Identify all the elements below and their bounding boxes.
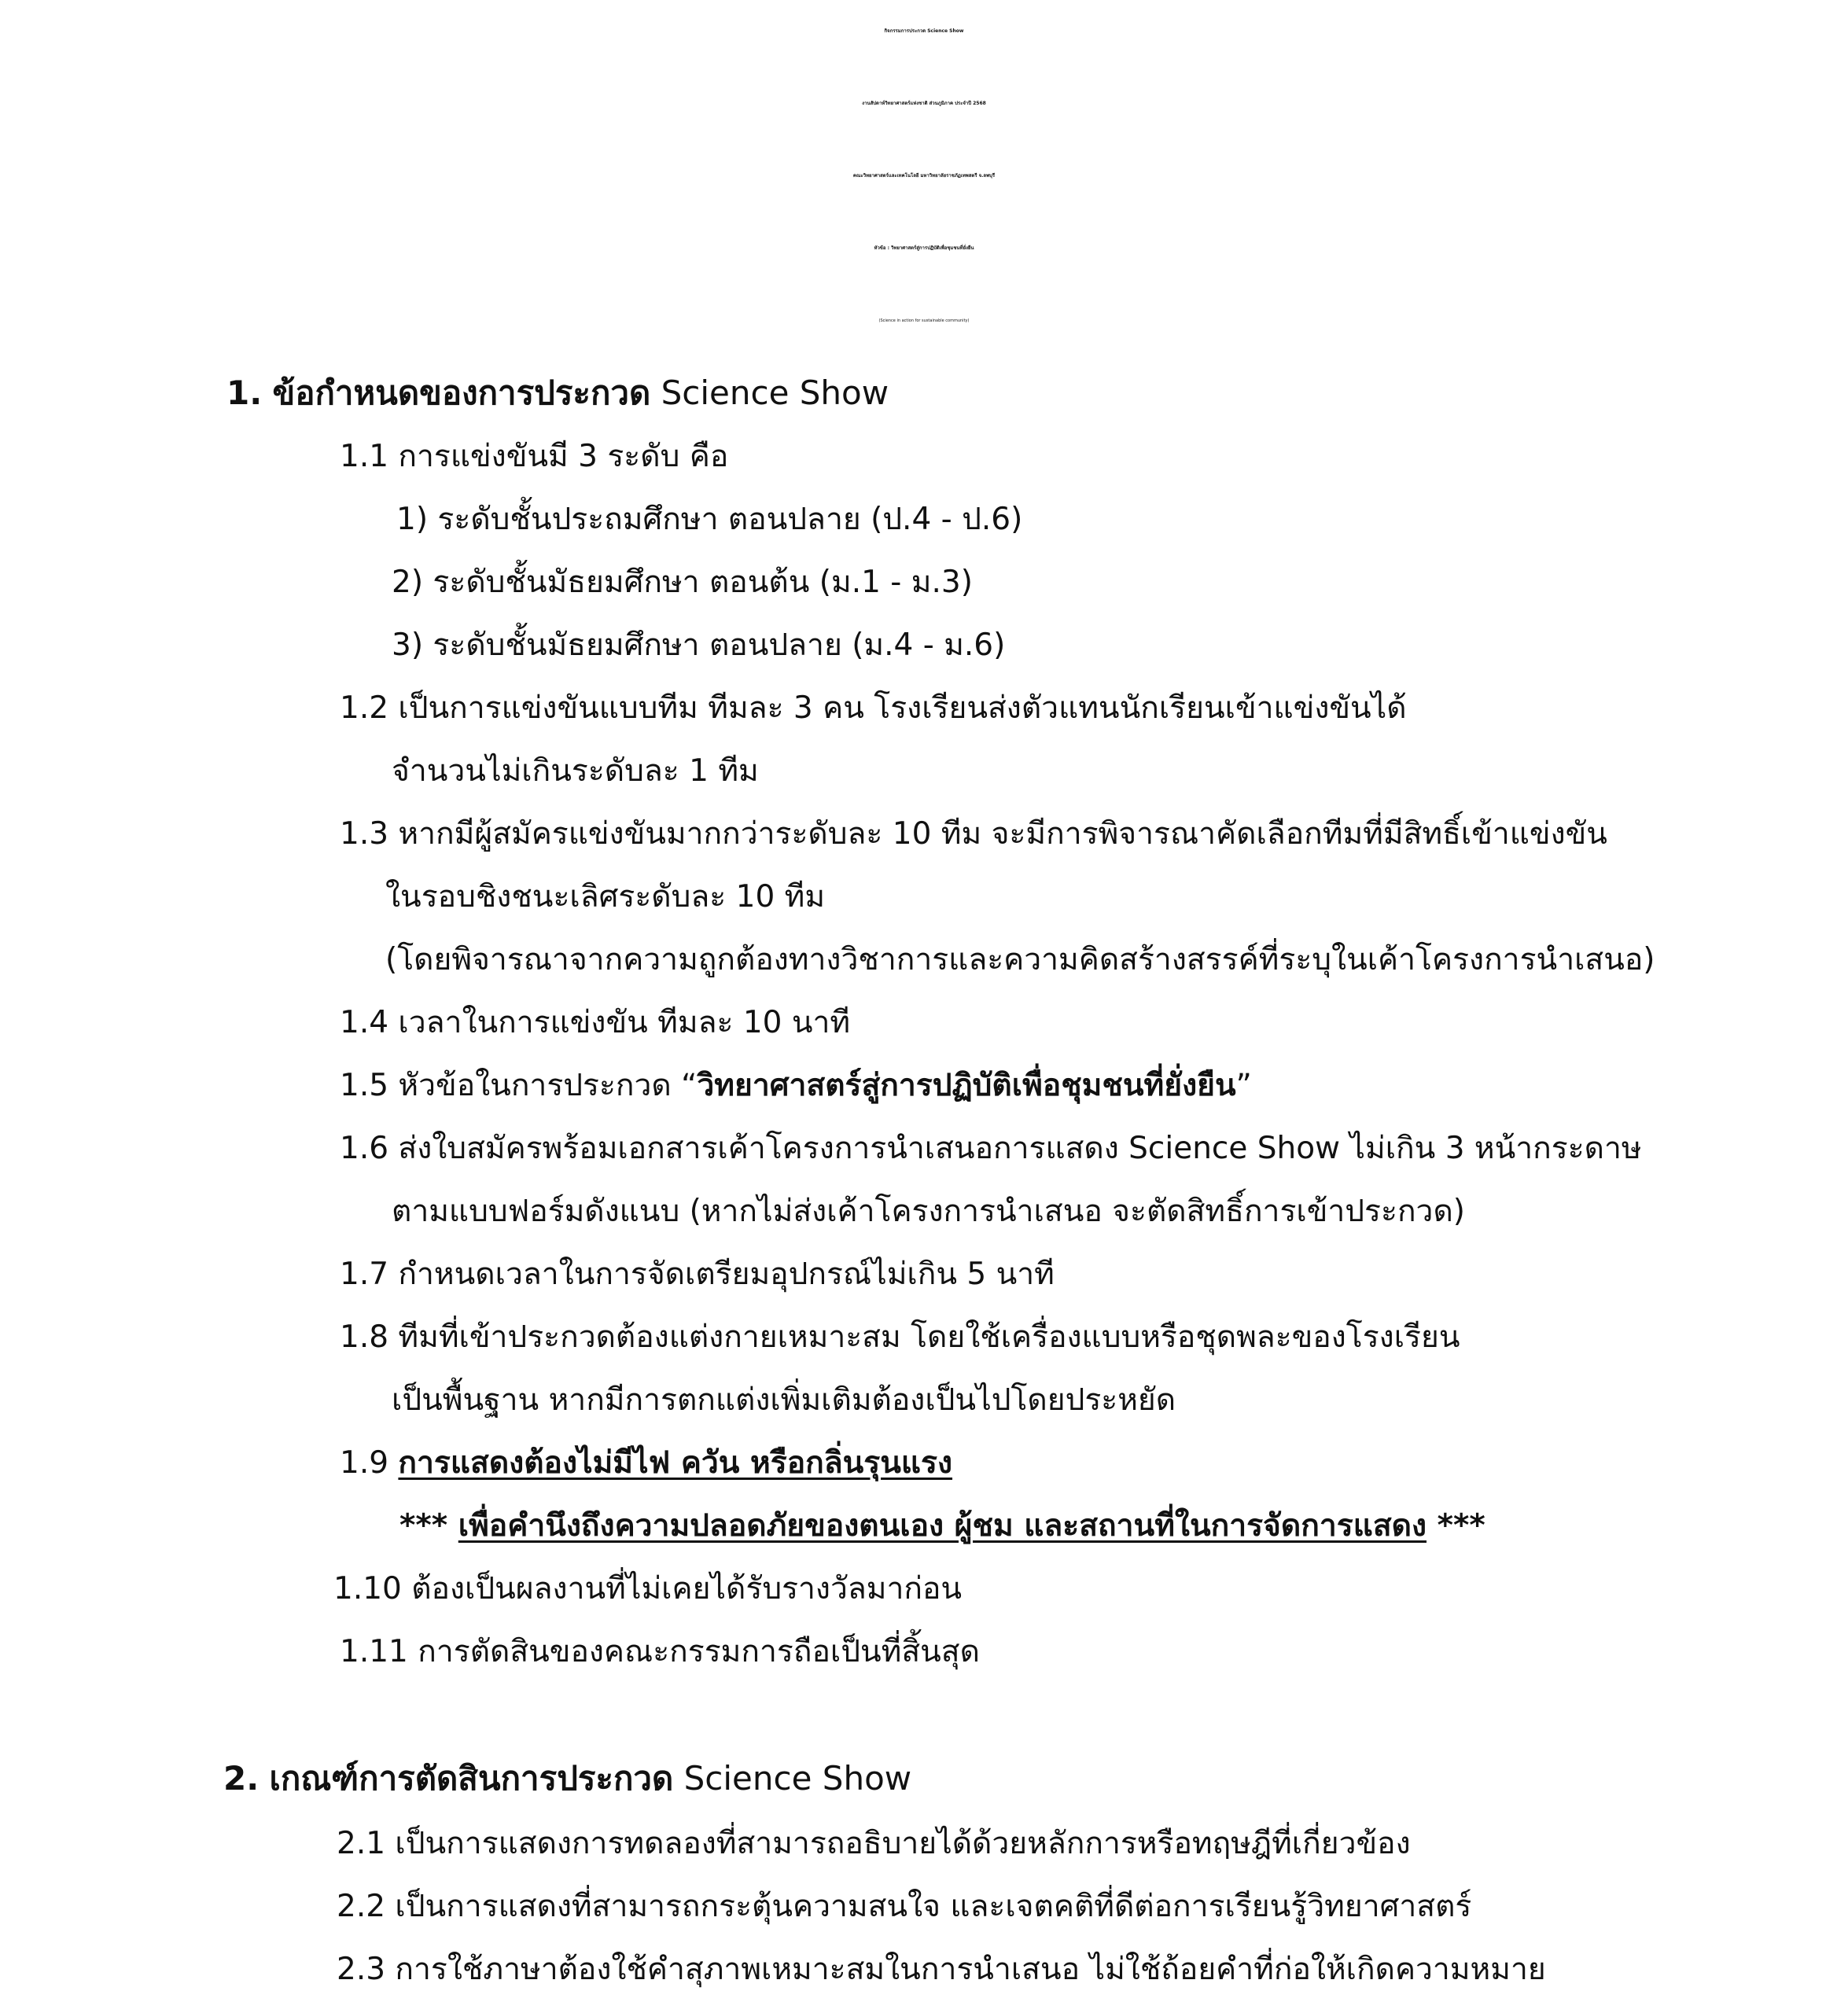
item-1-1-level-1: 1) ระดับชั้นประถมศึกษา ตอนปลาย (ป.4 - ป.6)	[396, 502, 1023, 537]
item-1-9-warning: การแสดงต้องไม่มีไฟ ควัน หรือกลิ่นรุนแรง	[398, 1445, 953, 1481]
item-1-5-prefix: 1.5 หัวข้อในการประกวด “	[340, 1068, 698, 1103]
item-1-4: 1.4 เวลาในการแข่งขัน ทีมละ 10 นาที	[340, 1005, 851, 1040]
item-1-6-cont: ตามแบบฟอร์มดังแนบ (หากไม่ส่งเค้าโครงการนำเสนอ จะตัดสิทธิ์การเข้าประกวด)	[392, 1194, 1465, 1229]
item-1-9	[340, 1442, 952, 1485]
item-1-1-level-3: 3) ระดับชั้นมัธยมศึกษา ตอนปลาย (ม.4 - ม.6)	[392, 627, 1006, 663]
item-1-5-suffix: ”	[1235, 1068, 1252, 1103]
title-line-1: กิจกรรมการประกวด Science Show	[884, 28, 964, 34]
item-1-7: 1.7 กำหนดเวลาในการจัดเตรียมอุปกรณ์ไม่เกิน 5 นาที	[340, 1257, 1055, 1292]
section-1-heading	[226, 371, 889, 415]
item-1-1-level-2: 2) ระดับชั้นมัธยมศึกษา ตอนต้น (ม.1 - ม.3)	[392, 565, 973, 600]
item-1-1: 1.1 การแข่งขันมี 3 ระดับ คือ	[340, 439, 729, 474]
safety-note-stars-left: ***	[399, 1508, 458, 1544]
item-1-5-topic: วิทยาศาสตร์สู่การปฏิบัติเพื่อชุมชนที่ยั่งยืน	[697, 1068, 1236, 1103]
item-1-6: 1.6 ส่งใบสมัครพร้อมเอกสารเค้าโครงการนำเสนอการแสดง Science Show ไม่เกิน 3 หน้ากระดาษ	[340, 1131, 1642, 1166]
section-2-title: เกณฑ์การตัดสินการประกวด	[269, 1759, 674, 1798]
item-1-8: 1.8 ทีมที่เข้าประกวดต้องแต่งกายเหมาะสม โดยใช้เครื่องแบบหรือชุดพละของโรงเรียน	[340, 1319, 1460, 1355]
section-2-title-tail: Science Show	[683, 1759, 912, 1798]
section-1-title-tail: Science Show	[661, 374, 889, 412]
item-2-3: 2.3 การใช้ภาษาต้องใช้คำสุภาพเหมาะสมในการนำเสนอ ไม่ใช้ถ้อยคำที่ก่อให้เกิดความหมาย	[337, 1952, 1546, 1987]
item-1-3-note: (โดยพิจารณาจากความถูกต้องทางวิชาการและความคิดสร้างสรรค์ที่ระบุในเค้าโครงการนำเสนอ)	[385, 942, 1655, 977]
title-line-3: คณะวิทยาศาสตร์และเทคโนโลยี มหาวิทยาลัยราชภัฏเทพสตรี จ.ลพบุรี	[852, 173, 996, 178]
item-1-11: 1.11 การตัดสินของคณะกรรมการถือเป็นที่สิ้นสุด	[340, 1634, 980, 1669]
title-line-5-english: (Science in action for sustainable community)	[878, 318, 970, 323]
section-1-title: ข้อกำหนดของการประกวด	[272, 374, 651, 412]
item-1-9-safety-note	[399, 1505, 1485, 1547]
section-1-number: 1.	[226, 374, 263, 412]
item-1-8-cont: เป็นพื้นฐาน หากมีการตกแต่งเพิ่มเติมต้องเป็นไปโดยประหยัด	[392, 1382, 1176, 1418]
title-line-4: หัวข้อ : วิทยาศาสตร์สู่การปฏิบัติเพื่อชุมชนที่ยั่งยืน	[874, 245, 974, 251]
item-1-3: 1.3 หากมีผู้สมัครแข่งขันมากกว่าระดับละ 10 ทีม จะมีการพิจารณาคัดเลือกทีมที่มีสิทธิ์เข้าแข่งขัน	[340, 816, 1607, 852]
title-line-2: งานสัปดาห์วิทยาศาสตร์แห่งชาติ ส่วนภูมิภาค ประจำปี 2568	[862, 101, 986, 106]
section-2-heading	[223, 1757, 911, 1801]
safety-note-stars-right: ***	[1426, 1508, 1485, 1544]
item-1-2: 1.2 เป็นการแข่งขันแบบทีม ทีมละ 3 คน โรงเรียนส่งตัวแทนนักเรียนเข้าแข่งขันได้	[340, 690, 1407, 726]
item-2-1: 2.1 เป็นการแสดงการทดลองที่สามารถอธิบายได้ด้วยหลักการหรือทฤษฎีที่เกี่ยวข้อง	[337, 1826, 1411, 1861]
section-2-number: 2.	[223, 1759, 260, 1798]
item-2-2: 2.2 เป็นการแสดงที่สามารถกระตุ้นความสนใจ และเจตคติที่ดีต่อการเรียนรู้วิทยาศาสตร์	[337, 1889, 1472, 1924]
safety-note-text: เพื่อคำนึงถึงความปลอดภัยของตนเอง ผู้ชม และสถานที่ในการจัดการแสดง	[458, 1508, 1427, 1544]
item-1-9-prefix: 1.9	[340, 1445, 399, 1481]
item-1-2-cont: จำนวนไม่เกินระดับละ 1 ทีม	[392, 753, 759, 789]
item-1-3-cont: ในรอบชิงชนะเลิศระดับละ 10 ทีม	[385, 879, 826, 914]
item-1-5	[340, 1065, 1252, 1107]
item-1-10: 1.10 ต้องเป็นผลงานที่ไม่เคยได้รับรางวัลมาก่อน	[333, 1571, 963, 1606]
